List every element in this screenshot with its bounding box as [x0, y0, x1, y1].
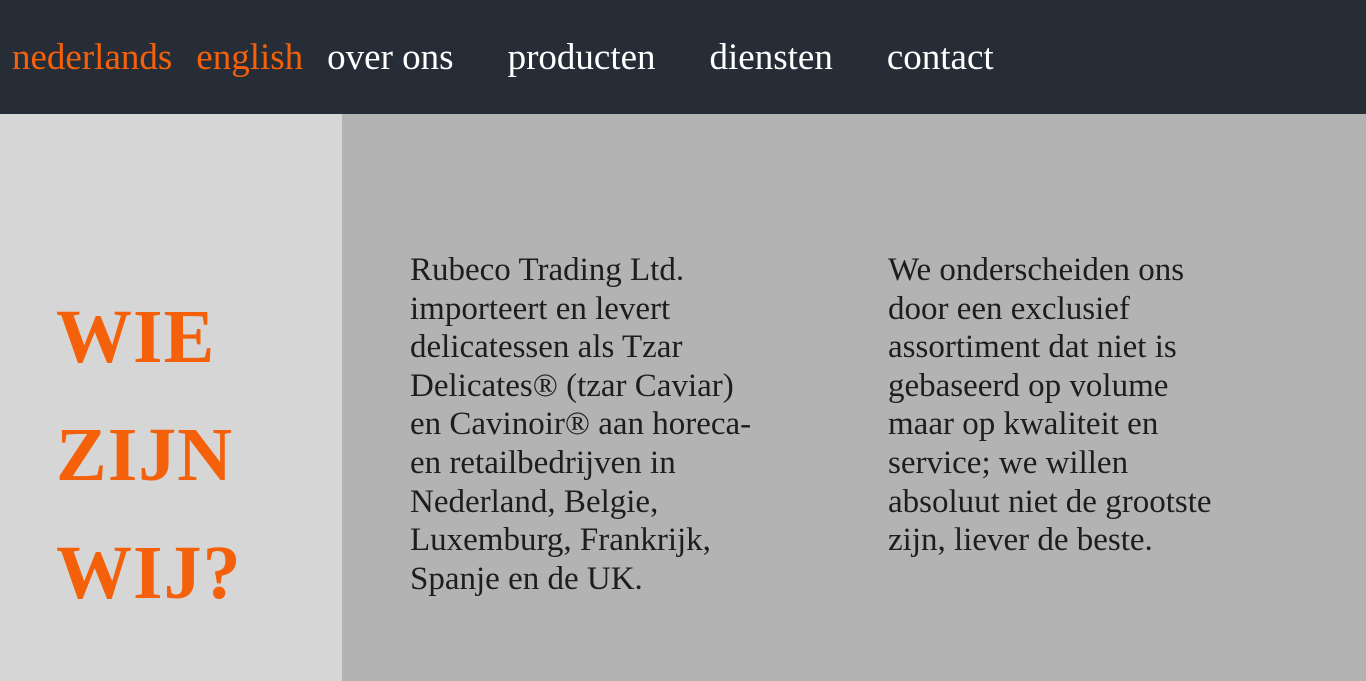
nav-item-diensten[interactable]: diensten — [709, 36, 833, 78]
page-title-line-3: WIJ? — [56, 530, 242, 615]
nav-item-contact[interactable]: contact — [886, 36, 994, 78]
page-title-line-1: WIE — [56, 294, 216, 379]
nav-item-over-ons[interactable]: over ons — [327, 36, 454, 78]
main-navigation — [0, 0, 1366, 114]
body-text-column-1: Rubeco Trading Ltd. importeert en levert delicatessen als Tzar Delicates® (tzar Caviar) en Cavinoir® aan horeca- en retailbedrijven in Nederland, Belgie, Luxemburg, Frankrijk, Spanje en de UK. — [410, 252, 752, 597]
content-area — [0, 114, 1366, 681]
nav-item-nederlands[interactable]: nederlands — [12, 36, 173, 78]
body-text-column-2: We onderscheiden ons door een exclusief assortiment dat niet is gebaseerd op volume maar op kwaliteit en service; we willen absoluut niet de grootste zijn, liever de beste. — [888, 252, 1212, 559]
headline-panel — [0, 114, 342, 681]
page-title — [56, 279, 316, 632]
page-title-line-2: ZIJN — [56, 412, 234, 497]
nav-item-producten[interactable]: producten — [507, 36, 656, 78]
nav-item-english[interactable]: english — [196, 36, 304, 78]
